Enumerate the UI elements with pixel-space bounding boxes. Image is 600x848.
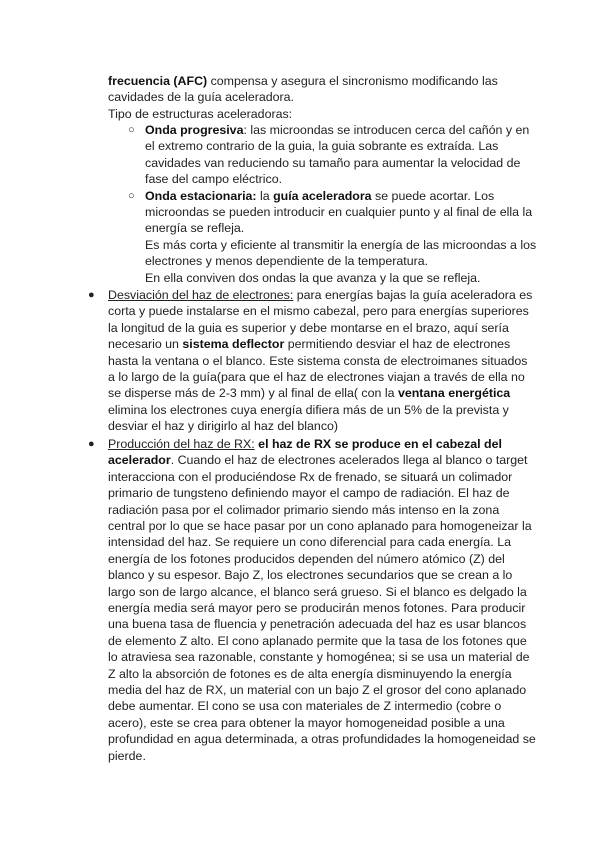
produccion-line-19: profundidad en agua determinada, a otras profundidades la homogeneidad se	[108, 732, 536, 746]
produccion-line-17: debe aumentar. El cono se usa con materiales de Z intermedio (cobre o	[108, 699, 502, 713]
produccion-line-10: largo son de largo alcance, el blanco será grueso. Si el blanco es delgado la	[108, 585, 527, 599]
produccion-line-18: acero), este se crea para obtener la mayor homogeneidad posible a una	[108, 716, 505, 730]
desviacion-line-7-pre: se disperse más de 2-3 mm) y al final de ella( con la	[108, 386, 398, 400]
produccion-line-5: radiación pasa por el colimador primario siendo más intenso en la zona	[108, 503, 500, 517]
produccion-line-14: lo atraviesa sea razonable, constante y homogénea; si se usa un material de	[108, 650, 530, 664]
produccion-bold-lead: el haz de RX se produce en el cabezal del	[258, 437, 502, 451]
intro-line-1	[108, 73, 498, 89]
progresiva-line-1	[145, 122, 529, 138]
desviacion-line-7	[108, 385, 510, 401]
desviacion-line-6: a lo largo de la guía(para que el haz de electrones viajan a través de ella no	[108, 370, 525, 384]
desviacion-line-9: desviar el haz y dirigirlo al haz del blanco)	[108, 419, 339, 433]
desviacion-line-4-text: permitiendo desviar el haz de electrones	[284, 337, 511, 351]
desviacion-title: Desviación del haz de electrones:	[108, 288, 294, 302]
ventana-energetica-term: ventana energética	[397, 386, 511, 400]
guia-aceleradora-term: guía aceleradora	[273, 189, 372, 203]
produccion-line-7: intensidad del haz. Se requiere un cono diferencial para cada energía. La	[108, 535, 511, 549]
estacionaria-line-2: microondas se pueden introducir en cualquier punto y al final de ella la	[145, 205, 533, 219]
bullet-produccion: ●	[88, 438, 95, 450]
progresiva-title: Onda progresiva	[145, 123, 244, 137]
produccion-line-15: Z alto la absorción de fotones es de alta energía disminuyendo la energía	[108, 667, 512, 681]
acelerador-term: acelerador	[108, 453, 171, 467]
intro-line-2: cavidades de la guía aceleradora.	[108, 90, 294, 104]
estacionaria-title: Onda estacionaria:	[145, 189, 257, 203]
produccion-line-20: pierde.	[108, 749, 146, 763]
progresiva-line-2: el extremo contrario de la guia, la guia sobrante es extraída. Las	[145, 139, 499, 153]
estacionaria-line-3: energía se refleja.	[145, 221, 245, 235]
produccion-line-2-text: . Cuando el haz de electrones acelerados llega al blanco o target	[170, 453, 528, 467]
produccion-line-4: primario de tungsteno definiendo mayor el campo de radiación. El haz de	[108, 486, 510, 500]
intro-line-3: Tipo de estructuras aceleradoras:	[108, 107, 293, 121]
estacionaria-line-5: electrones y menos dependiente de la temperatura.	[145, 254, 429, 268]
estacionaria-line-6: En ella conviven dos ondas la que avanza y la que se refleja.	[145, 271, 481, 285]
estacionaria-line-1-text: se puede acortar. Los	[371, 189, 495, 203]
desviacion-line-5: hasta la ventana o el blanco. Este sistema consta de electroimanes situados	[108, 354, 528, 368]
produccion-line-11: energía media será mayor pero se producirán menos fotones. Para producir	[108, 601, 526, 615]
desviacion-line-8: elimina los electrones cuya energía difiera más de un 5% de la prevista y	[108, 403, 509, 417]
desviacion-line-2: corta y puede instalarse en el mismo cabezal, pero para energías superiores	[108, 304, 529, 318]
produccion-line-1	[108, 436, 502, 452]
desviacion-line-4-pre: necesario un	[108, 337, 183, 351]
progresiva-line-3: cavidades van reduciendo su tamaño para aumentar la velocidad de	[145, 156, 521, 170]
produccion-line-13: de elemento Z alto. El cono aplanado permite que la tasa de los fotones que	[108, 634, 527, 648]
estacionaria-line-1-mid: la	[256, 189, 274, 203]
estacionaria-line-4: Es más corta y eficiente al transmitir la energía de las microondas a los	[145, 238, 537, 252]
desviacion-line-1-text: para energías bajas la guía aceleradora es	[293, 288, 533, 302]
produccion-line-9: blanco y su espesor. Bajo Z, los electrones secundarios que se crean a lo	[108, 568, 513, 582]
sub-bullet-progresiva: ○	[128, 124, 135, 136]
produccion-line-6: central por lo que se hace pasar por un cono aplanado para homogeneizar la	[108, 519, 532, 533]
bullet-desviacion: ●	[88, 289, 95, 301]
afc-term: frecuencia (AFC)	[108, 74, 208, 88]
progresiva-line-1-text: : las microondas se introducen cerca del cañón y en	[243, 123, 530, 137]
estacionaria-line-1	[145, 188, 494, 204]
desviacion-line-3: la longitud de la guia es superior y debe montarse en el brazo, aquí sería	[108, 321, 509, 335]
desviacion-line-1	[108, 287, 532, 303]
produccion-line-2	[108, 452, 528, 468]
sub-bullet-estacionaria: ○	[128, 190, 135, 202]
produccion-line-16: media del haz de RX, un material con un bajo Z el grosor del cono aplanado	[108, 683, 527, 697]
desviacion-line-4	[108, 336, 510, 352]
progresiva-line-4: fase del campo eléctrico.	[145, 172, 283, 186]
produccion-title: Producción del haz de RX:	[108, 437, 255, 451]
sistema-deflector-term: sistema deflector	[182, 337, 285, 351]
produccion-line-12: una buena tasa de fluencia y penetración adecuada del haz es usar blancos	[108, 617, 527, 631]
produccion-line-3: interacciona con el produciéndose Rx de frenado, se situará un colimador	[108, 470, 513, 484]
intro-line-1-text: compensa y asegura el sincronismo modificando las	[207, 74, 498, 88]
produccion-line-8: energía de los fotones producidos dependen del número atómico (Z) del	[108, 552, 505, 566]
